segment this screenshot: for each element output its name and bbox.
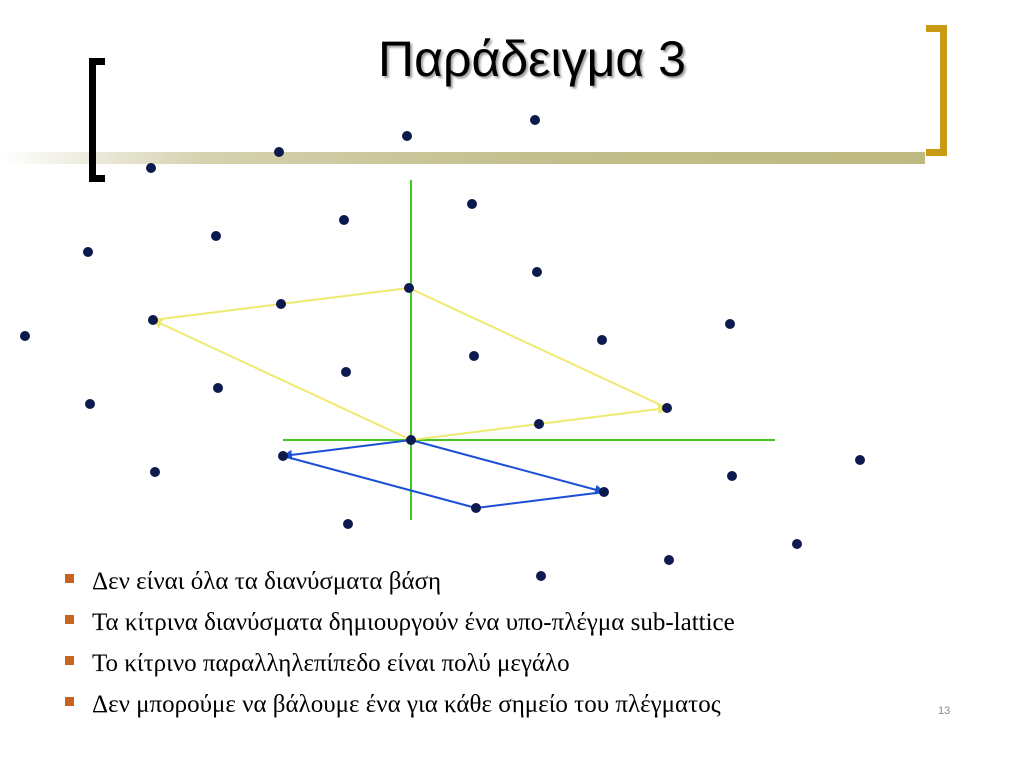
lattice-point [402, 131, 412, 141]
lattice-point [150, 467, 160, 477]
lattice-point [597, 335, 607, 345]
lattice-point [599, 487, 609, 497]
lattice-point [85, 399, 95, 409]
square-bullet-icon [65, 574, 74, 583]
lattice-point [83, 247, 93, 257]
lattice-point [530, 115, 540, 125]
lattice-point [211, 231, 221, 241]
square-bullet-icon [65, 656, 74, 665]
lattice-point [341, 367, 351, 377]
bullet-item [60, 561, 735, 602]
lattice-point [148, 315, 158, 325]
lattice-point [467, 199, 477, 209]
lattice-point [662, 403, 672, 413]
lattice-point [404, 283, 414, 293]
basis-vector-arrow [153, 320, 411, 440]
blue-parallelogram [283, 440, 604, 508]
lattice-point [406, 435, 416, 445]
square-bullet-icon [65, 615, 74, 624]
lattice-point [20, 331, 30, 341]
bullet-item [60, 684, 735, 725]
lattice-point [146, 163, 156, 173]
bullet-text: Δεν είναι όλα τα διανύσματα βάση [92, 568, 442, 595]
bullet-item [60, 643, 735, 684]
lattice-point [278, 451, 288, 461]
lattice-point [532, 267, 542, 277]
basis-vector-arrow [283, 440, 411, 456]
lattice-point [213, 383, 223, 393]
page-number: 13 [938, 705, 951, 717]
lattice-point [727, 471, 737, 481]
lattice-points [20, 115, 865, 581]
cell-edge [409, 288, 667, 408]
bullet-list [60, 561, 735, 725]
lattice-point [855, 455, 865, 465]
bullet-item [60, 602, 735, 643]
bullet-text: Το κίτρινο παραλληλεπίπεδο είναι πολύ μεγάλο [92, 650, 570, 677]
bullet-text: Δεν μπορούμε να βάλουμε ένα για κάθε σημείο του πλέγματος [92, 691, 721, 718]
lattice-point [725, 319, 735, 329]
lattice-point [792, 539, 802, 549]
slide-title: Παράδειγμα 3 [377, 31, 686, 87]
basis-vector-arrow [411, 440, 604, 492]
lattice-point [343, 519, 353, 529]
lattice-point [274, 147, 284, 157]
lattice-point [534, 419, 544, 429]
square-bullet-icon [65, 697, 74, 706]
cell-edge [283, 456, 476, 508]
axes-group [283, 180, 775, 520]
lattice-point [276, 299, 286, 309]
bullet-text: Τα κίτρινα διανύσματα δημιουργούν ένα υπο-πλέγμα sub-lattice [92, 609, 735, 636]
cell-edge [476, 492, 604, 508]
lattice-point [469, 351, 479, 361]
lattice-point [339, 215, 349, 225]
lattice-point [471, 503, 481, 513]
